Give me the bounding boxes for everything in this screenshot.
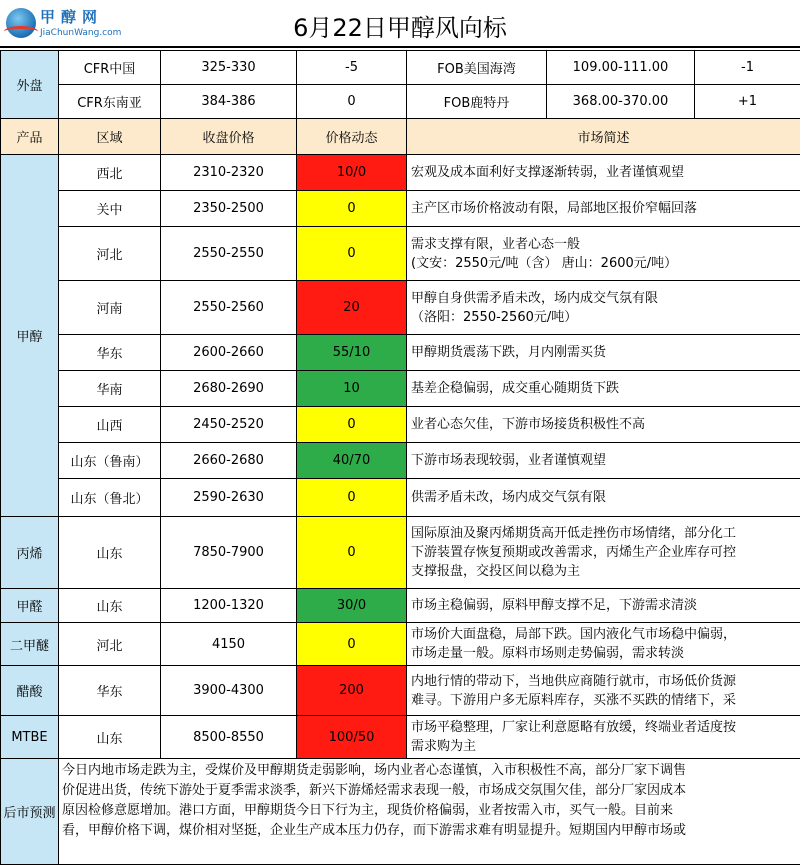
summary-line: 市场走量一般。原料市场则走势偏弱，需求转淡 <box>411 644 796 663</box>
price-cell: 2600-2660 <box>161 335 297 371</box>
price-cell: 2550-2550 <box>161 227 297 281</box>
external-change: -1 <box>695 51 800 85</box>
summary-cell <box>407 227 800 281</box>
col-price-trend: 价格动态 <box>297 119 407 155</box>
logo-text-cn: 甲醇网 <box>40 6 103 27</box>
summary-cell <box>407 281 800 335</box>
summary-line: 业者心态欠佳，下游市场接货积极性不高 <box>411 415 796 434</box>
page-title: 6月22日甲醇风向标 <box>0 8 800 43</box>
region-cell: 华东 <box>59 666 161 716</box>
change-cell: 10/0 <box>297 155 407 191</box>
external-market: FOB美国海湾 <box>407 51 547 85</box>
logo-text-en: JiaChunWang.com <box>40 28 121 38</box>
summary-cell <box>407 407 800 443</box>
summary-line: 难寻。下游用户多无原料库存，买涨不买跌的情绪下，采 <box>411 691 796 710</box>
external-row <box>1 51 800 85</box>
product-label: 二甲醚 <box>1 623 59 666</box>
summary-line: 下游市场表现较弱，业者谨慎观望 <box>411 451 796 470</box>
price-cell: 7850-7900 <box>161 517 297 589</box>
column-header-row <box>1 119 800 155</box>
external-market: CFR东南亚 <box>59 85 161 119</box>
summary-cell <box>407 371 800 407</box>
forecast-line: 看，甲醇价格下调，煤价相对坚挺，企业生产成本压力仍存，而下游需求难有明显提升。短期国内甲醇市场或 <box>62 821 797 841</box>
summary-line: 主产区市场价格波动有限，局部地区报价窄幅回落 <box>411 199 796 218</box>
header <box>0 0 800 48</box>
external-price: 109.00-111.00 <box>547 51 695 85</box>
change-cell: 0 <box>297 191 407 227</box>
summary-line: （洛阳：2550-2560元/吨） <box>411 308 796 327</box>
region-cell: 华南 <box>59 371 161 407</box>
change-cell: 200 <box>297 666 407 716</box>
external-change: +1 <box>695 85 800 119</box>
product-row <box>1 666 800 716</box>
product-row <box>1 623 800 666</box>
forecast-row <box>1 759 800 865</box>
summary-cell <box>407 443 800 479</box>
product-row <box>1 716 800 759</box>
summary-cell <box>407 517 800 589</box>
summary-line: 国际原油及聚丙烯期货高开低走挫伤市场情绪，部分化工 <box>411 524 796 543</box>
price-cell: 8500-8550 <box>161 716 297 759</box>
external-label: 外盘 <box>1 51 59 119</box>
summary-line: 基差企稳偏弱，成交重心随期货下跌 <box>411 379 796 398</box>
product-row <box>1 589 800 623</box>
forecast-text <box>59 759 800 865</box>
external-change: -5 <box>297 51 407 85</box>
other-products-section <box>1 517 800 759</box>
price-cell: 2310-2320 <box>161 155 297 191</box>
methanol-row <box>1 407 800 443</box>
summary-cell <box>407 335 800 371</box>
change-cell: 0 <box>297 479 407 517</box>
summary-line: 需求购为主 <box>411 737 796 756</box>
price-cell: 3900-4300 <box>161 666 297 716</box>
summary-cell <box>407 589 800 623</box>
methanol-row <box>1 191 800 227</box>
price-cell: 2350-2500 <box>161 191 297 227</box>
price-cell: 1200-1320 <box>161 589 297 623</box>
methanol-row <box>1 281 800 335</box>
methanol-row <box>1 443 800 479</box>
summary-line: 需求支撑有限，业者心态一般 <box>411 235 796 254</box>
region-cell: 山东（鲁南） <box>59 443 161 479</box>
external-market: CFR中国 <box>59 51 161 85</box>
product-row <box>1 517 800 589</box>
change-cell: 0 <box>297 407 407 443</box>
methanol-row <box>1 479 800 517</box>
summary-line: 市场价大面盘稳，局部下跌。国内液化气市场稳中偏弱， <box>411 625 796 644</box>
change-cell: 0 <box>297 227 407 281</box>
external-row <box>1 85 800 119</box>
forecast-line: 原因检修意愿增加。港口方面，甲醇期货今日下行为主，现货价格偏弱，业者按需入市，买气一般。目前来 <box>62 801 797 821</box>
price-cell: 4150 <box>161 623 297 666</box>
price-cell: 2660-2680 <box>161 443 297 479</box>
methanol-row <box>1 155 800 191</box>
forecast-label: 后市预测 <box>1 759 59 865</box>
region-cell: 河北 <box>59 623 161 666</box>
external-market: FOB鹿特丹 <box>407 85 547 119</box>
summary-line: 甲醇期货震荡下跌，月内刚需买货 <box>411 343 796 362</box>
col-product: 产品 <box>1 119 59 155</box>
methanol-row <box>1 227 800 281</box>
summary-cell <box>407 623 800 666</box>
summary-line: (文安：2550元/吨（含） 唐山：2600元/吨） <box>411 254 796 273</box>
summary-line: 下游装置存恢复预期或改善需求，丙烯生产企业库存可控 <box>411 543 796 562</box>
region-cell: 山东 <box>59 716 161 759</box>
product-label: MTBE <box>1 716 59 759</box>
summary-cell <box>407 155 800 191</box>
region-cell: 山西 <box>59 407 161 443</box>
forecast-line: 今日内地市场走跌为主，受煤价及甲醇期货走弱影响，场内业者心态谨慎，入市积极性不高，部分厂家下调售 <box>62 761 797 781</box>
external-change: 0 <box>297 85 407 119</box>
summary-cell <box>407 716 800 759</box>
region-cell: 河南 <box>59 281 161 335</box>
region-cell: 河北 <box>59 227 161 281</box>
col-close-price: 收盘价格 <box>161 119 297 155</box>
product-label: 甲醛 <box>1 589 59 623</box>
change-cell: 10 <box>297 371 407 407</box>
col-summary: 市场简述 <box>407 119 800 155</box>
methanol-row <box>1 335 800 371</box>
region-cell: 关中 <box>59 191 161 227</box>
product-label: 甲醇 <box>1 155 59 517</box>
external-price: 384-386 <box>161 85 297 119</box>
summary-cell <box>407 191 800 227</box>
market-table <box>0 50 800 865</box>
region-cell: 山东 <box>59 517 161 589</box>
product-label: 丙烯 <box>1 517 59 589</box>
change-cell: 40/70 <box>297 443 407 479</box>
region-cell: 山东 <box>59 589 161 623</box>
region-cell: 山东（鲁北） <box>59 479 161 517</box>
summary-cell <box>407 666 800 716</box>
forecast-line: 价促进出货，传统下游处于夏季需求淡季，新兴下游烯烃需求表现一般，市场成交氛围欠佳，部分厂家因成本 <box>62 781 797 801</box>
col-region: 区域 <box>59 119 161 155</box>
summary-line: 市场平稳整理，厂家让利意愿略有放缓，终端业者适度按 <box>411 718 796 737</box>
price-cell: 2550-2560 <box>161 281 297 335</box>
change-cell: 100/50 <box>297 716 407 759</box>
external-price: 325-330 <box>161 51 297 85</box>
region-cell: 西北 <box>59 155 161 191</box>
summary-line: 供需矛盾未改，场内成交气氛有限 <box>411 488 796 507</box>
summary-cell <box>407 479 800 517</box>
external-price: 368.00-370.00 <box>547 85 695 119</box>
methanol-row <box>1 371 800 407</box>
summary-line: 宏观及成本面利好支撑逐渐转弱，业者谨慎观望 <box>411 163 796 182</box>
summary-line: 内地行情的带动下，当地供应商随行就市，市场低价货源 <box>411 672 796 691</box>
price-cell: 2680-2690 <box>161 371 297 407</box>
product-label: 醋酸 <box>1 666 59 716</box>
change-cell: 55/10 <box>297 335 407 371</box>
change-cell: 0 <box>297 623 407 666</box>
summary-line: 甲醇自身供需矛盾未改，场内成交气氛有限 <box>411 289 796 308</box>
region-cell: 华东 <box>59 335 161 371</box>
methanol-section <box>1 155 800 517</box>
summary-line: 市场主稳偏弱，原料甲醇支撑不足，下游需求清淡 <box>411 596 796 615</box>
price-cell: 2450-2520 <box>161 407 297 443</box>
change-cell: 30/0 <box>297 589 407 623</box>
summary-line: 支撑报盘，交投区间以稳为主 <box>411 562 796 581</box>
price-cell: 2590-2630 <box>161 479 297 517</box>
change-cell: 0 <box>297 517 407 589</box>
change-cell: 20 <box>297 281 407 335</box>
